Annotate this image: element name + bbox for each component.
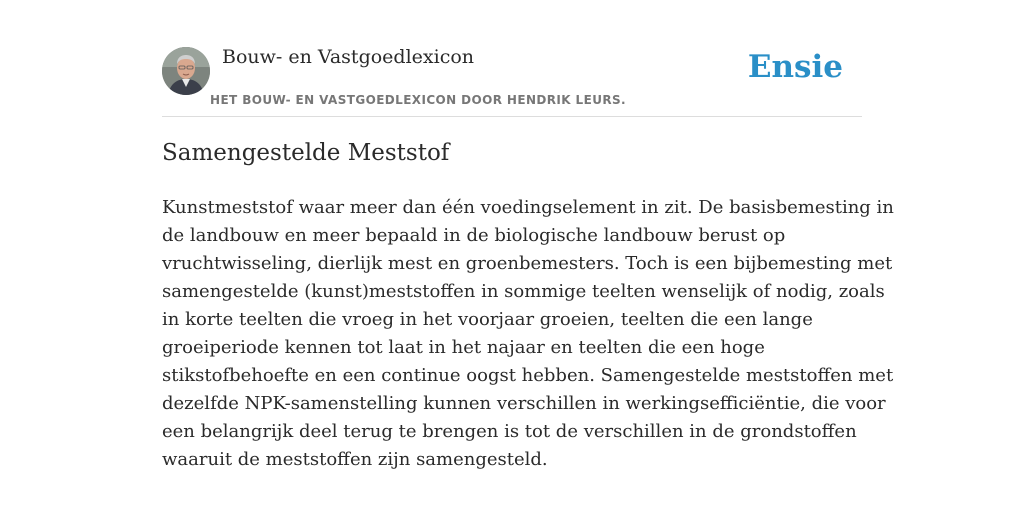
site-subtitle: HET BOUW- EN VASTGOEDLEXICON DOOR HENDRIK LEURS.	[210, 93, 626, 107]
entry-text-line: groeiperiode kennen tot laat in het najaar en teelten die een hoge	[162, 337, 765, 358]
entry-body	[162, 194, 894, 474]
ensie-logo-link[interactable]: Ensie	[747, 49, 843, 85]
entry-text-line: een belangrijk deel terug te brengen is tot de verschillen in de grondstoffen	[162, 421, 857, 442]
entry-text-line: waaruit de meststoffen zijn samengesteld.	[162, 449, 548, 470]
site-title[interactable]: Bouw- en Vastgoedlexicon	[222, 46, 475, 68]
entry-text-line: dezelfde NPK-samenstelling kunnen verschillen in werkingsefficiëntie, die voor	[162, 393, 886, 414]
entry-text-line: in korte teelten die vroeg in het voorjaar groeien, teelten die een lange	[162, 309, 813, 330]
entry-title: Samengestelde Meststof	[162, 140, 450, 166]
entry-text-line: samengestelde (kunst)meststoffen in sommige teelten wenselijk of nodig, zoals	[162, 281, 885, 302]
entry-text-line: Kunstmeststof waar meer dan één voedingselement in zit. De basisbemesting in	[162, 197, 894, 218]
entry-text-line: de landbouw en meer bepaald in de biologische landbouw berust op	[162, 225, 786, 246]
site-header	[162, 40, 862, 117]
author-portrait-icon	[162, 47, 210, 95]
entry-text-line: vruchtwisseling, dierlijk mest en groenbemesters. Toch is een bijbemesting met	[162, 253, 893, 274]
author-avatar[interactable]	[162, 47, 210, 95]
entry-text-line: stikstofbehoefte en een continue oogst hebben. Samengestelde meststoffen met	[162, 365, 894, 386]
